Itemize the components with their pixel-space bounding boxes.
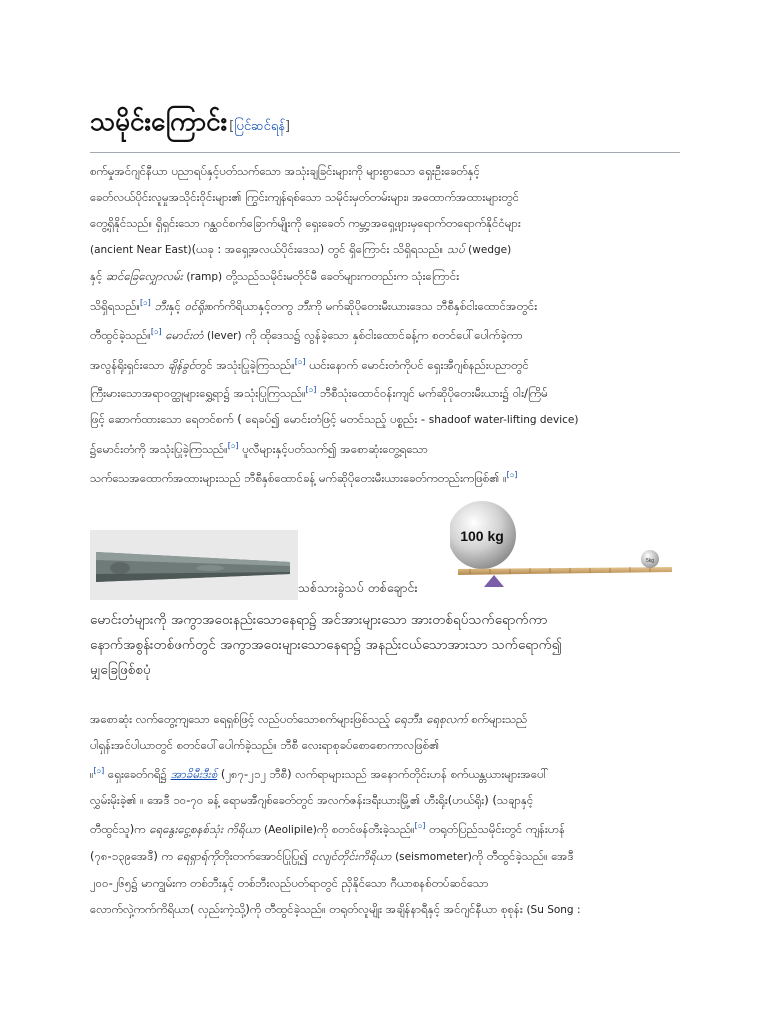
reference-link[interactable]: [၁] [140, 298, 151, 307]
heading-divider [90, 152, 680, 153]
reference-link[interactable]: [၁] [93, 766, 105, 775]
reference-link[interactable]: [၁] [227, 441, 239, 451]
reference-link[interactable]: [၁] [150, 326, 162, 336]
history-paragraph-1: စက်မှုအင်ဂျင်နီယာ ပညာရပ်နှင့်ပတ်သက်သော အသုံးချခြင်းများကို များစွာသော ရှေးဦးခေတ်နှင့် ခေတ်လယ်ပိုင်းလူမှုအသိုင်းဝိုင်းများ၏ ကြွင်းကျန်ရစ်သော သမိုင်းမှတ်တမ်းများ၊ အထောက်အထားများတွင် တွေ့ရှိနိုင်သည်။ ရှိရှင်းသော ဂန္ထဝင်စက်ခြောက်မျိုးကို ရှေးခေတ် ကမ္ဘာ့အရှေ့ဖျားမှရောက်တရောက်နိုင်ငံများ (ancient Near East)(ယခု : အရှေ့အလယ်ပိုင်းဒေသ) တွင် ရှိကြောင်း သိရှိရသည်။ သပ် (wedge) နှင့် ဆင်ခြေလျှောလမ်း (ramp) တို့သည်သမိုင်းမတိုင်မီ ခေတ်များကတည်းက သုံးကြောင်း သိရှိရသည်။[၁] ဘီးနှင့် ဝင်ရိုးစက်ကိရိယာနှင့်တကွ ဘီးကို မက်ဆိုပိုတေးမီးယားဒေသ ဘီစီနှစ်ငါးထောင်အတွင်း တီထွင်ခဲ့သည်။[၁] မောင်းတံ (lever) ကို ထိုဒေသ၌ လွန်ခဲ့သော နှစ်ငါးထောင်ခန့်က စတင်ပေါ်ပေါက်ခဲ့ကာ အလွန်ရိုးရှင်းသော ချိန်ခွင်တွင် အသုံးပြုခဲ့ကြသည်။[၁] ယင်းနောက် မောင်းတံကိုပင် ရှေးအီဂျစ်နည်းပညာတွင် ကြီးမားသောအရာဝတ္ထုများရွှေ့ရာ၌ အသုံးပြုကြသည်။[၁] ဘီစီသုံးထောင်ဝန်းကျင် မက်ဆိုပိုတေးမီးယား၌ ဝါး/ကြိမ် ဖြင့် ဆောက်ထားသော ရေတင်စက် ( ရေခပ်၍ မောင်းတံဖြင့် မတင်သည့် ပစ္စည်း - shadoof water-lifting device) ၌မောင်းတံကို အသုံးပြုခဲ့ကြသည်။[၁] ပူလီများနှင့်ပတ်သက်၍ အစောဆုံးတွေ့ရသော သက်သေအထောက်အထားများသည် ဘီစီနှစ်ထောင်ခန့် မက်ဆိုပိုတေးမီးယားခေတ်ကတည်းကဖြစ်၏ ။[၁] [90, 164, 579, 485]
edit-label[interactable]: ပြင်ဆင်ရန် [234, 119, 286, 134]
section-title: သမိုင်းကြောင်း [90, 107, 228, 137]
lever-caption: မောင်းတံများကို အကွာအဝေးနည်းသောနေရာ၌ အင်အားများသော အားတစ်ရပ်သက်ရောက်ကာ နောက်အစွန်းတစ်ဖက်တွင် အကွာအဝေးများသောနေရာ၌ အနည်းငယ်သောအားသာ သက်ရောက်၍ မျှခြေဖြစ်စပုံ [90, 612, 562, 678]
ramp-term: ဆင်ခြေလျှောလမ်း [105, 269, 183, 283]
near-east-term: (ancient Near East) [90, 244, 192, 256]
lever-term: မောင်းတံ [165, 327, 204, 342]
wedge-caption: သစ်သားခွဲသပ် တစ်ချောင်း [298, 580, 418, 595]
reference-link[interactable]: [၁] [305, 385, 317, 395]
reference-link[interactable]: [၁] [414, 820, 426, 830]
weight-label: 100 kg [460, 528, 504, 544]
section-heading [90, 104, 680, 143]
lever-balance-image[interactable] [450, 495, 680, 590]
wood-splitting-wedge-image[interactable] [90, 530, 298, 600]
archimedes-link[interactable]: အာခိမီးဒီးစ် [170, 766, 218, 781]
edit-section-link[interactable]: [ပြင်ဆင်ရန်] [229, 119, 291, 134]
reference-link[interactable]: [၁] [294, 356, 306, 366]
reference-link[interactable]: [၁] [506, 470, 518, 480]
wedge-term: သပ် [446, 242, 465, 256]
history-paragraph-2: အစောဆုံး လက်တွေ့ကျသော ရေရှစ်ဖြင့် လည်ပတ်သောစက်များဖြစ်သည့် ရေဘီး၊ ရေစုလက် စက်များသည် ပါရှန်းအင်ပါယာတွင် စတင်ပေါ်ပေါက်ခဲ့သည်။ ဘီစီ လေးရာစုခပ်စောစောကာလဖြစ်၏ ။[၁] ရှေးခေတ်ဂရိ၌ အာခိမီးဒီးစ် (၂၈၇-၂၁၂ ဘီစီ) လက်ရာများသည် အနောက်တိုင်းဟန် စက်ယန္တယားများအပေါ် လွှမ်းမိုးခဲ့၏ ။ အေဒီ ၁၀-၇၀ ခန့် ရောမအီဂျစ်ခေတ်တွင် အလက်ဇန်းဒရီးယားမြို့၏ ဟီးရိုး(ဟယ်ရိုး) (သချာနှင့် တီထွင်သူ)က ရေနွေးငွေ့စနစ်သုံး ကိရိယာ (Aeolipile)ကို စတင်ဖန်တီးခဲ့သည်။[၁] တရုတ်ပြည်သမိုင်းတွင် ကျန်းဟန် (၇၈-၁၃၉အေဒီ) က ရေရှာရ်ကိုတိုးတက်အောင်ပြုပြု၍ ငလျင်တိုင်းကိရိယာ (seismometer)ကို တီထွင်ခဲ့သည်။ အေဒီ ၂၀၀-၂၆၅၌ မာကျွမ်းက တစ်ဘီးနှင့် တစ်ဘီးလည်ပတ်ရာတွင် ညှိနိုင်သော ဂီယာစနစ်တပ်ဆင်သော လောက်လှဲ့ကက်ကိရိယာ( လှည်းကဲ့သို့)ကို တီထွင်ခဲ့သည်။ တရုတ်လူမျိုး အချိန်နာရီနှင့် အင်ဂျင်နီယာ စုစုန်း (Su Song : [90, 712, 581, 916]
small-weight-label: 5kg [645, 558, 655, 564]
